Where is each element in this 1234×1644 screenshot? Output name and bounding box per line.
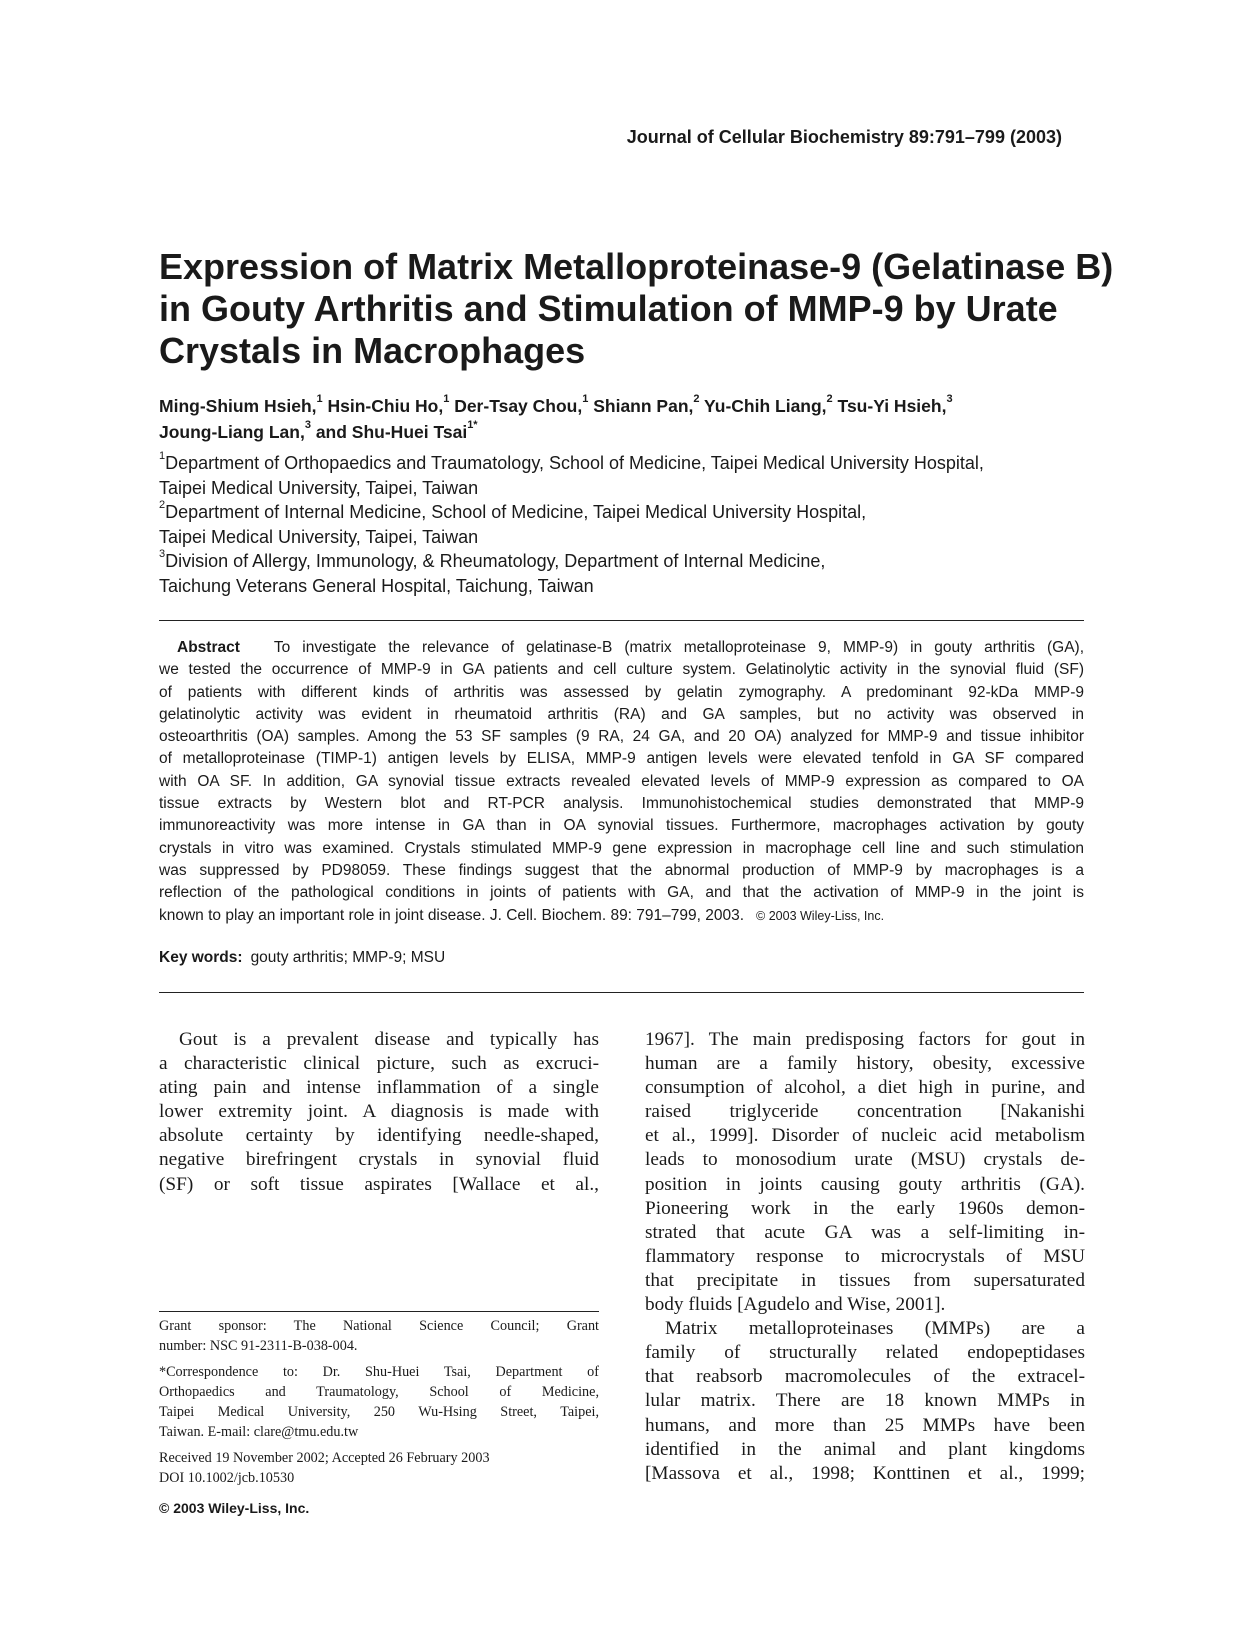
footnote-line: Taiwan. E-mail: clare@tmu.edu.tw xyxy=(159,1424,359,1440)
title-line: Expression of Matrix Metalloproteinase-9 (Gelatinase B) xyxy=(159,246,1114,287)
left-column xyxy=(159,1028,599,1197)
author-affiliation-mark: 1* xyxy=(467,419,478,432)
body-line: lower extremity joint. A diagnosis is made with xyxy=(159,1101,599,1123)
author-name: Ming-Shium Hsieh, xyxy=(159,396,317,416)
body-line: 1967]. The main predisposing factors for gout in xyxy=(645,1029,1085,1050)
abstract-top-rule xyxy=(159,620,1084,621)
author-name: Der-Tsay Chou, xyxy=(454,396,583,416)
author-affiliation-mark: 3 xyxy=(946,393,953,406)
author-affiliation-mark: 1 xyxy=(582,393,589,406)
copyright-footer: © 2003 Wiley-Liss, Inc. xyxy=(159,1500,310,1516)
abstract-block xyxy=(159,637,1084,927)
body-line: a characteristic clinical picture, such as excruci- xyxy=(159,1053,599,1075)
affiliation-line: Taipei Medical University, Taipei, Taiwan xyxy=(159,526,479,547)
author-affiliation-mark: 2 xyxy=(826,393,833,406)
doi: DOI 10.1002/jcb.10530 xyxy=(159,1470,295,1486)
author-list xyxy=(159,393,1089,445)
body-line: position in joints causing gouty arthritis (GA). xyxy=(645,1173,1085,1195)
body-line: et al., 1999]. Disorder of nucleic acid metabolism xyxy=(645,1125,1085,1147)
affiliation-line xyxy=(159,451,1099,476)
body-line: (SF) or soft tissue aspirates [Wallace et al., xyxy=(159,1173,599,1195)
affiliation-line xyxy=(159,549,1099,574)
abstract-line: with OA SF. In addition, GA synovial tissue extracts revealed elevated levels of MMP-9 expression as compared to OA xyxy=(159,772,1084,790)
footnote-line: Taipei Medical University, 250 Wu-Hsing Street, Taipei, xyxy=(159,1404,599,1420)
body-line: human are a family history, obesity, excessive xyxy=(645,1053,1085,1075)
body-line: flammatory response to microcrystals of MSU xyxy=(645,1245,1085,1267)
body-line: body fluids [Agudelo and Wise, 2001]. xyxy=(645,1294,946,1316)
footnote-line: *Correspondence to: Dr. Shu-Huei Tsai, Department of xyxy=(159,1364,599,1380)
author-name: Yu-Chih Liang, xyxy=(704,396,827,416)
abstract-line: reflection of the pathological conditions in joints of patients with GA, and that the activation of MMP-9 in the joint is xyxy=(159,884,1084,902)
body-line: Matrix metalloproteinases (MMPs) are a xyxy=(665,1318,1085,1340)
body-line: raised triglyceride concentration [Nakanishi xyxy=(645,1101,1085,1123)
body-line: Gout is a prevalent disease and typically has xyxy=(179,1029,599,1050)
abstract-line xyxy=(159,905,1084,927)
body-line: lular matrix. There are 18 known MMPs in xyxy=(645,1390,1085,1412)
body-line: leads to monosodium urate (MSU) crystals de- xyxy=(645,1149,1085,1171)
author-affiliation-mark: 3 xyxy=(304,419,311,432)
body-line: family of structurally related endopeptidases xyxy=(645,1342,1085,1364)
affiliation-list xyxy=(159,451,1099,598)
abstract-text: To investigate the relevance of gelatinase-B (matrix metalloproteinase 9, MMP-9) in gouty arthritis (GA), xyxy=(273,639,1084,656)
body-line: negative birefringent crystals in synovial fluid xyxy=(159,1149,599,1171)
affiliation-text: Division of Allergy, Immunology, & Rheumatology, Department of Internal Medicine, xyxy=(165,551,826,571)
body-line: identified in the animal and plant kingdoms xyxy=(645,1438,1085,1460)
abstract-line xyxy=(159,637,1084,659)
abstract-text: known to play an important role in joint disease. J. Cell. Biochem. 89: 791–799, 2003. xyxy=(159,906,745,924)
body-line: humans, and more than 25 MMPs have been xyxy=(645,1414,1085,1436)
abstract-line: of patients with different kinds of arthritis was assessed by gelatin zymography. A predominant 92-kDa MMP-9 xyxy=(159,683,1084,701)
footnotes xyxy=(159,1316,599,1518)
footnote-line: Grant sponsor: The National Science Council; Grant xyxy=(159,1318,599,1334)
received-accepted-dates: Received 19 November 2002; Accepted 26 February 2003 xyxy=(159,1450,490,1466)
author-name: and Shu-Huei Tsai xyxy=(315,422,468,442)
abstract-copyright: © 2003 Wiley-Liss, Inc. xyxy=(756,908,885,923)
author-name: Shiann Pan, xyxy=(593,396,694,416)
affiliation-line: Taichung Veterans General Hospital, Taichung, Taiwan xyxy=(159,575,594,596)
abstract-line: tissue extracts by Western blot and RT-PCR analysis. Immunohistochemical studies demonstrated that MMP-9 xyxy=(159,795,1084,813)
author-affiliation-mark: 1 xyxy=(443,393,450,406)
affiliation-text: Department of Orthopaedics and Traumatology, School of Medicine, Taipei Medical University Hospital, xyxy=(165,453,984,473)
keywords-text: gouty arthritis; MMP-9; MSU xyxy=(250,949,446,966)
body-top-rule xyxy=(159,992,1084,993)
author-affiliation-mark: 2 xyxy=(693,393,700,406)
abstract-line: we tested the occurrence of MMP-9 in GA patients and cell culture system. Gelatinolytic activity in the synovial fluid (SF) xyxy=(159,661,1084,679)
affiliation-mark: 2 xyxy=(159,499,166,511)
author-line xyxy=(159,419,1089,445)
journal-citation-header: Journal of Cellular Biochemistry 89:791–799 (2003) xyxy=(626,127,1062,147)
keywords-label: Key words: xyxy=(159,949,243,966)
body-line: strated that acute GA was a self-limiting in- xyxy=(645,1221,1085,1243)
article-title xyxy=(159,246,1114,372)
abstract-line: immunoreactivity was more intense in GA than in OA synovial tissues. Furthermore, macrophages activation by gouty xyxy=(159,817,1084,835)
affiliation-mark: 1 xyxy=(159,450,166,462)
footnote-line: Orthopaedics and Traumatology, School of Medicine, xyxy=(159,1384,599,1400)
footnote-rule xyxy=(159,1311,599,1312)
footnote-spacer xyxy=(159,1488,599,1494)
affiliation-line xyxy=(159,500,1099,525)
body-line: consumption of alcohol, a diet high in purine, and xyxy=(645,1077,1085,1099)
abstract-line: of metalloproteinase (TIMP-1) antigen levels by ELISA, MMP-9 antigen levels were elevated tenfold in GA SF compared xyxy=(159,750,1084,768)
body-line: [Massova et al., 1998; Konttinen et al., 1999; xyxy=(645,1462,1085,1484)
abstract-line: osteoarthritis (OA) samples. Among the 53 SF samples (9 RA, 24 GA, and 20 OA) analyzed for MMP-9 and tissue inhibitor xyxy=(159,728,1084,746)
affiliation-mark: 3 xyxy=(159,548,166,560)
author-name: Joung-Liang Lan, xyxy=(159,422,305,442)
abstract-line: was suppressed by PD98059. These findings suggest that the abnormal production of MMP-9 by macrophages is a xyxy=(159,861,1084,879)
keywords xyxy=(159,949,445,967)
abstract-label: Abstract xyxy=(177,639,240,656)
author-name: Hsin-Chiu Ho, xyxy=(327,396,444,416)
author-line xyxy=(159,393,1089,419)
author-name: Tsu-Yi Hsieh, xyxy=(837,396,947,416)
abstract-line: gelatinolytic activity was evident in rheumatoid arthritis (RA) and GA samples, but no activity was observed in xyxy=(159,705,1084,723)
footnote-line: number: NSC 91-2311-B-038-004. xyxy=(159,1338,358,1354)
body-line: Pioneering work in the early 1960s demon- xyxy=(645,1197,1085,1219)
body-line: absolute certainty by identifying needle-shaped, xyxy=(159,1125,599,1147)
affiliation-line: Taipei Medical University, Taipei, Taiwan xyxy=(159,477,479,498)
right-column xyxy=(645,1028,1085,1486)
body-line: that reabsorb macromolecules of the extracel- xyxy=(645,1366,1085,1388)
body-line: that precipitate in tissues from supersaturated xyxy=(645,1269,1085,1291)
author-affiliation-mark: 1 xyxy=(316,393,323,406)
abstract-line: crystals in vitro was examined. Crystals stimulated MMP-9 gene expression in macrophage cell line and such stimulation xyxy=(159,839,1084,857)
title-line: Crystals in Macrophages xyxy=(159,330,586,371)
body-line: ating pain and intense inflammation of a single xyxy=(159,1077,599,1099)
affiliation-text: Department of Internal Medicine, School of Medicine, Taipei Medical University Hospital, xyxy=(165,502,867,522)
title-line: in Gouty Arthritis and Stimulation of MMP-9 by Urate xyxy=(159,288,1058,329)
